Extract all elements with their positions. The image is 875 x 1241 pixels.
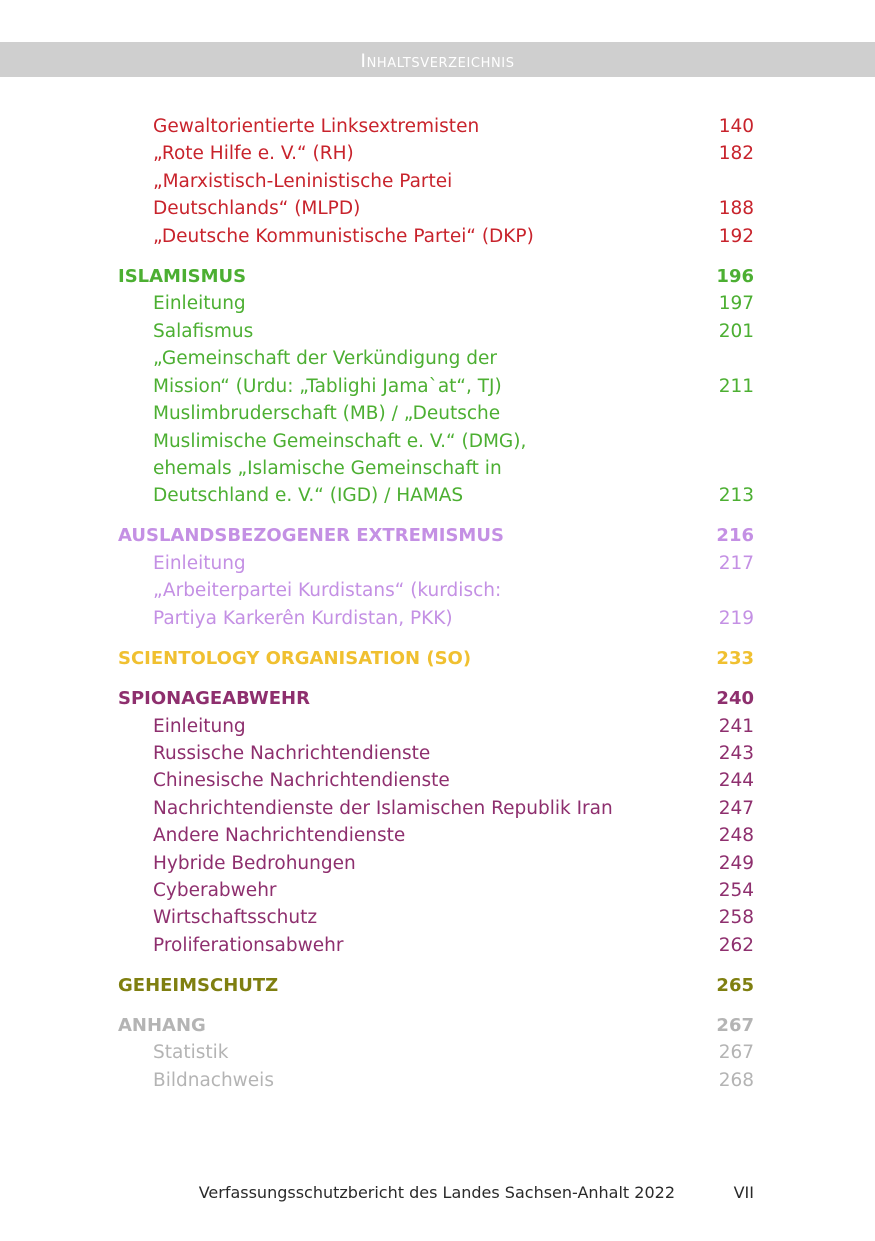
toc-page-number: 240 (716, 688, 754, 709)
toc-page-number: 197 (718, 293, 754, 314)
toc-page-number: 219 (718, 608, 754, 629)
toc-page-number: 233 (716, 648, 754, 669)
toc-entry[interactable] (0, 113, 875, 140)
toc-entry[interactable] (0, 822, 875, 849)
toc-entry[interactable] (0, 550, 875, 577)
toc-entry[interactable] (0, 345, 875, 372)
toc-entry-title: Wirtschaftsschutz (153, 907, 318, 928)
toc-entry[interactable] (0, 1067, 875, 1094)
page-title: Inhaltsverzeichnis (360, 50, 515, 72)
footer-text: Verfassungsschutzbericht des Landes Sachsen-Anhalt 2022 (198, 1183, 675, 1202)
toc-entry[interactable] (0, 904, 875, 931)
toc-entry-title: Deutschlands“ (MLPD) (153, 198, 361, 219)
toc-entry[interactable] (0, 740, 875, 767)
toc-entry-title: Salafismus (153, 321, 254, 342)
toc-entry-title: Gewaltorientierte Linksextremisten (153, 116, 480, 137)
toc-page-number: 182 (718, 143, 754, 164)
toc-entry[interactable] (0, 605, 875, 632)
toc-entry[interactable] (0, 850, 875, 877)
toc-page-number: 247 (718, 798, 754, 819)
toc-entry-title: ehemals „Islamische Gemeinschaft in (153, 458, 502, 479)
toc-entry[interactable] (0, 482, 875, 509)
footer-page-number: VII (733, 1183, 754, 1202)
toc-entry-title: ANHANG (118, 1015, 206, 1036)
toc-entry-title: Chinesische Nachrichtendienste (153, 770, 450, 791)
toc-page-number: 244 (718, 770, 754, 791)
toc-entry[interactable] (0, 795, 875, 822)
toc-page-number: 213 (718, 485, 754, 506)
toc-section-heading[interactable] (0, 1012, 875, 1039)
toc-page-number: 254 (718, 880, 754, 901)
toc-page-number: 201 (718, 321, 754, 342)
toc-entry[interactable] (0, 195, 875, 222)
toc-entry[interactable] (0, 428, 875, 455)
toc-entry-title: „Deutsche Kommunistische Partei“ (DKP) (153, 226, 534, 247)
toc-page-number: 258 (718, 907, 754, 928)
toc-entry[interactable] (0, 373, 875, 400)
toc-entry[interactable] (0, 318, 875, 345)
toc-page-number: 140 (718, 116, 754, 137)
toc-entry-title: Statistik (153, 1042, 229, 1063)
toc-entry-title: GEHEIMSCHUTZ (118, 975, 279, 996)
toc-entry-title: Russische Nachrichtendienste (153, 743, 431, 764)
toc-entry[interactable] (0, 932, 875, 959)
toc-entry[interactable] (0, 290, 875, 317)
toc-entry-title: Proliferationsabwehr (153, 935, 344, 956)
toc-entry-title: Einleitung (153, 293, 246, 314)
toc-section-heading[interactable] (0, 645, 875, 672)
toc-entry-title: Deutschland e. V.“ (IGD) / HAMAS (153, 485, 464, 506)
toc-section-heading[interactable] (0, 972, 875, 999)
toc-page-number: 196 (716, 266, 754, 287)
toc-page-number: 216 (716, 525, 754, 546)
toc-page-number: 241 (718, 716, 754, 737)
toc-page-number: 262 (718, 935, 754, 956)
toc-entry[interactable] (0, 577, 875, 604)
toc-entry-title: Muslimische Gemeinschaft e. V.“ (DMG), (153, 431, 527, 452)
toc-page-number: 217 (718, 553, 754, 574)
toc-entry-title: SCIENTOLOGY ORGANISATION (SO) (118, 648, 472, 669)
toc-section-heading[interactable] (0, 685, 875, 712)
toc-section-heading[interactable] (0, 522, 875, 549)
toc-entry-title: Einleitung (153, 716, 246, 737)
toc-entry[interactable] (0, 400, 875, 427)
toc-page-number: 188 (718, 198, 754, 219)
toc-page-number: 267 (716, 1015, 754, 1036)
toc-page-number: 265 (716, 975, 754, 996)
toc-page-number: 248 (718, 825, 754, 846)
toc-entry[interactable] (0, 713, 875, 740)
toc-entry[interactable] (0, 223, 875, 250)
toc-entry-title: „Marxistisch-Leninistische Partei (153, 171, 453, 192)
toc-entry-title: Mission“ (Urdu: „Tablighi Jama`at“, TJ) (153, 376, 502, 397)
toc-entry-title: AUSLANDSBEZOGENER EXTREMISMUS (118, 525, 504, 546)
toc-entry[interactable] (0, 1039, 875, 1066)
toc-entry[interactable] (0, 767, 875, 794)
toc-entry-title: SPIONAGEABWEHR (118, 688, 310, 709)
toc-entry[interactable] (0, 455, 875, 482)
toc-page-number: 268 (718, 1070, 754, 1091)
toc-entry-title: ISLAMISMUS (118, 266, 247, 287)
toc-entry-title: Nachrichtendienste der Islamischen Republik Iran (153, 798, 613, 819)
toc-entry-title: Andere Nachrichtendienste (153, 825, 406, 846)
toc-page-number: 249 (718, 853, 754, 874)
toc-entry[interactable] (0, 168, 875, 195)
toc-page-number: 267 (718, 1042, 754, 1063)
toc-entry-title: Bildnachweis (153, 1070, 274, 1091)
toc-entry[interactable] (0, 877, 875, 904)
toc-entry-title: Partiya Karkerên Kurdistan, PKK) (153, 608, 453, 629)
toc-entry-title: „Arbeiterpartei Kurdistans“ (kurdisch: (153, 580, 502, 601)
toc-entry-title: Cyberabwehr (153, 880, 277, 901)
toc-entry-title: Muslimbruderschaft (MB) / „Deutsche (153, 403, 501, 424)
toc-page-number: 243 (718, 743, 754, 764)
toc-page-number: 211 (718, 376, 754, 397)
toc-page-number: 192 (718, 226, 754, 247)
toc-entry-title: „Gemeinschaft der Verkündigung der (153, 348, 497, 369)
toc-entry-title: Einleitung (153, 553, 246, 574)
toc-entry-title: Hybride Bedrohungen (153, 853, 356, 874)
toc-entry[interactable] (0, 140, 875, 167)
toc-section-heading[interactable] (0, 263, 875, 290)
toc-entry-title: „Rote Hilfe e. V.“ (RH) (153, 143, 354, 164)
